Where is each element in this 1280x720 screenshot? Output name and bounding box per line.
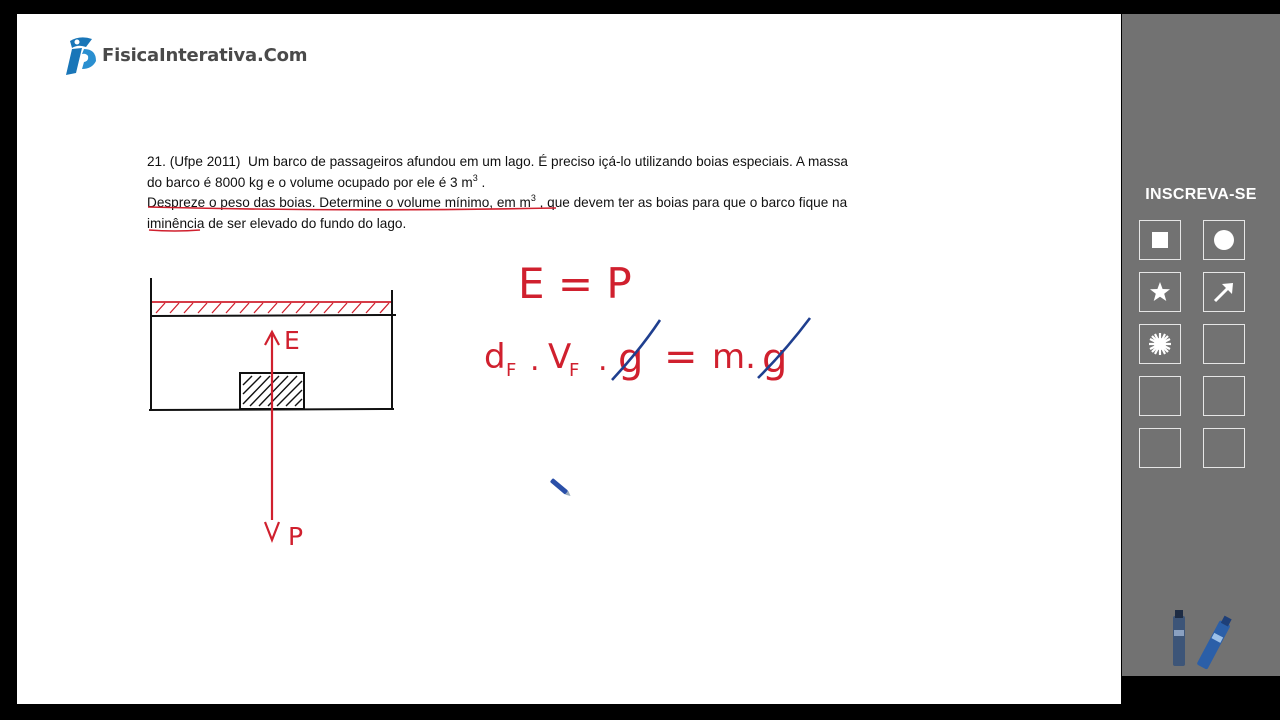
tool-burst-button[interactable] (1139, 324, 1181, 364)
arrow-icon (1212, 280, 1236, 304)
problem-text: Um barco de passageiros afundou em um lago. É preciso içá-lo utilizando boias especiais. A massa (248, 154, 848, 169)
subscribe-title: INSCREVA-SE (1145, 186, 1257, 203)
water-surface (151, 315, 396, 316)
force-label-e: E (284, 326, 300, 355)
burst-icon (1148, 332, 1172, 356)
tool-square-button[interactable] (1139, 220, 1181, 260)
problem-text: . (481, 174, 486, 190)
problem-number: 21. (147, 154, 166, 169)
pen-dark-icon[interactable] (1173, 610, 1185, 666)
eq-subscript: F (569, 360, 580, 381)
square-icon (1151, 231, 1169, 249)
force-label-p: P (288, 522, 304, 551)
tool-empty-button[interactable] (1203, 428, 1245, 468)
eq-symbol-d: d (484, 337, 506, 377)
eq-dot: . (598, 343, 608, 378)
exponent: 3 (472, 172, 478, 183)
tool-empty-button[interactable] (1203, 324, 1245, 364)
tool-star-button[interactable] (1139, 272, 1181, 312)
tool-sidebar (1122, 14, 1280, 676)
eq-symbol-m: m. (712, 337, 756, 377)
exponent: 3 (530, 193, 536, 203)
pen-blue-icon[interactable] (1197, 615, 1234, 670)
eq-symbol-g: g (762, 336, 788, 382)
tool-empty-button[interactable] (1139, 428, 1181, 468)
problem-text: do barco é 8000 kg e o volume ocupado por ele é 3 m (147, 174, 473, 190)
problem-text: , que devem ter as boias para que o barco fique na (539, 195, 848, 210)
tool-arrow-button[interactable] (1203, 272, 1245, 312)
star-icon (1149, 281, 1171, 303)
eq-dot: . (530, 343, 540, 378)
circle-icon (1213, 229, 1235, 251)
frame-corner (1135, 676, 1280, 720)
eq-subscript: F (506, 360, 517, 381)
tool-empty-button[interactable] (1139, 376, 1181, 416)
underline-mark (149, 230, 200, 231)
problem-source: (Ufpe 2011) (169, 154, 241, 169)
eq-symbol-g: g (618, 336, 644, 382)
eq-equals: = (664, 334, 698, 380)
eq-symbol-v: V (548, 337, 572, 377)
water-hatching (152, 302, 391, 313)
force-arrow-e (265, 332, 279, 520)
problem-text: iminência de ser elevado do fundo do lago. (147, 215, 407, 231)
tool-empty-button[interactable] (1203, 376, 1245, 416)
tool-circle-button[interactable] (1203, 220, 1245, 260)
pen-cursor-icon (550, 478, 572, 498)
equation-e-equals-p: E = P (518, 259, 632, 308)
equation-buoyancy (484, 334, 787, 382)
brand-name: FisicaInterativa.Com (102, 44, 308, 66)
underline-mark (148, 207, 556, 210)
pen-tray (1160, 610, 1250, 676)
force-arrow-p (265, 522, 279, 540)
problem-text: Despreze o peso das boias. Determine o volume mínimo, em m (147, 195, 531, 210)
